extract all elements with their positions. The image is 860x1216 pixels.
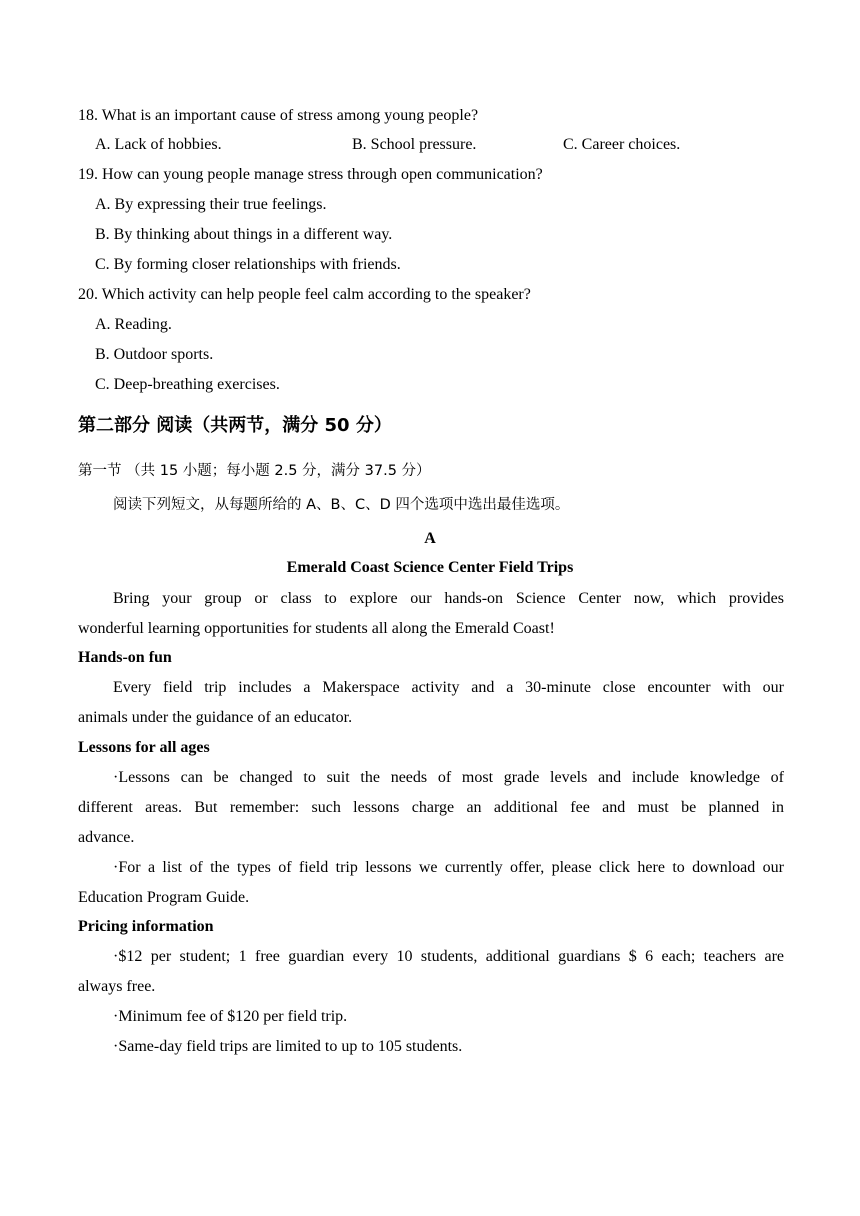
hands-on-line-2: animals under the guidance of an educator. [78, 709, 353, 726]
hands-on-heading: Hands-on fun [78, 649, 172, 666]
intro-line-2: wonderful learning opportunities for students all along the Emerald Coast! [78, 620, 555, 637]
pricing-bullet-1-line-2: always free. [78, 978, 156, 995]
question-18-option-c: C. Career choices. [563, 136, 681, 153]
question-20-stem: 20. Which activity can help people feel calm according to the speaker? [78, 286, 531, 303]
question-20-option-a: A. Reading. [95, 316, 172, 333]
question-20-option-c: C. Deep-breathing exercises. [95, 376, 280, 393]
question-20-option-b: B. Outdoor sports. [95, 346, 214, 363]
question-18-option-b: B. School pressure. [352, 136, 477, 153]
hands-on-line-1: Every field trip includes a Makerspace activity and a 30-minute close encounter with our [113, 679, 784, 696]
lessons-bullet-2-line-1: ·For a list of the types of field trip lessons we currently offer, please click here to download our [113, 859, 784, 876]
question-19-stem: 19. How can young people manage stress through open communication? [78, 166, 543, 183]
pricing-heading: Pricing information [78, 918, 214, 935]
passage-title: Emerald Coast Science Center Field Trips [286, 559, 574, 576]
reading-instruction: 阅读下列短文，从每题所给的 A、B、C、D 四个选项中选出最佳选项。 [113, 497, 570, 513]
lessons-bullet-2-line-2: Education Program Guide. [78, 889, 250, 906]
lessons-heading: Lessons for all ages [78, 739, 210, 756]
pricing-bullet-1-line-1: ·$12 per student; 1 free guardian every 10 students, additional guardians $ 6 each; teachers are [113, 948, 784, 965]
pricing-bullet-2: ·Minimum fee of $120 per field trip. [113, 1008, 348, 1025]
question-18-option-a: A. Lack of hobbies. [95, 136, 222, 153]
lessons-bullet-1-line-3: advance. [78, 829, 135, 846]
question-19-option-a: A. By expressing their true feelings. [95, 196, 327, 213]
lessons-bullet-1-line-2: different areas. But remember: such lessons charge an additional fee and must be planned in [78, 799, 784, 816]
question-19-option-b: B. By thinking about things in a different way. [95, 226, 393, 243]
passage-letter: A [424, 530, 436, 547]
lessons-bullet-1-line-1: ·Lessons can be changed to suit the needs of most grade levels and include knowledge of [113, 769, 784, 786]
section-1-heading: 第一节 （共 15 小题；每小题 2.5 分，满分 37.5 分） [78, 463, 431, 479]
question-19-option-c: C. By forming closer relationships with friends. [95, 256, 401, 273]
question-18-stem: 18. What is an important cause of stress among young people? [78, 107, 479, 124]
pricing-bullet-3: ·Same-day field trips are limited to up to 105 students. [113, 1038, 463, 1055]
part-2-heading: 第二部分 阅读（共两节，满分 50 分） [78, 415, 392, 436]
intro-line-1: Bring your group or class to explore our hands-on Science Center now, which provides [113, 590, 784, 607]
